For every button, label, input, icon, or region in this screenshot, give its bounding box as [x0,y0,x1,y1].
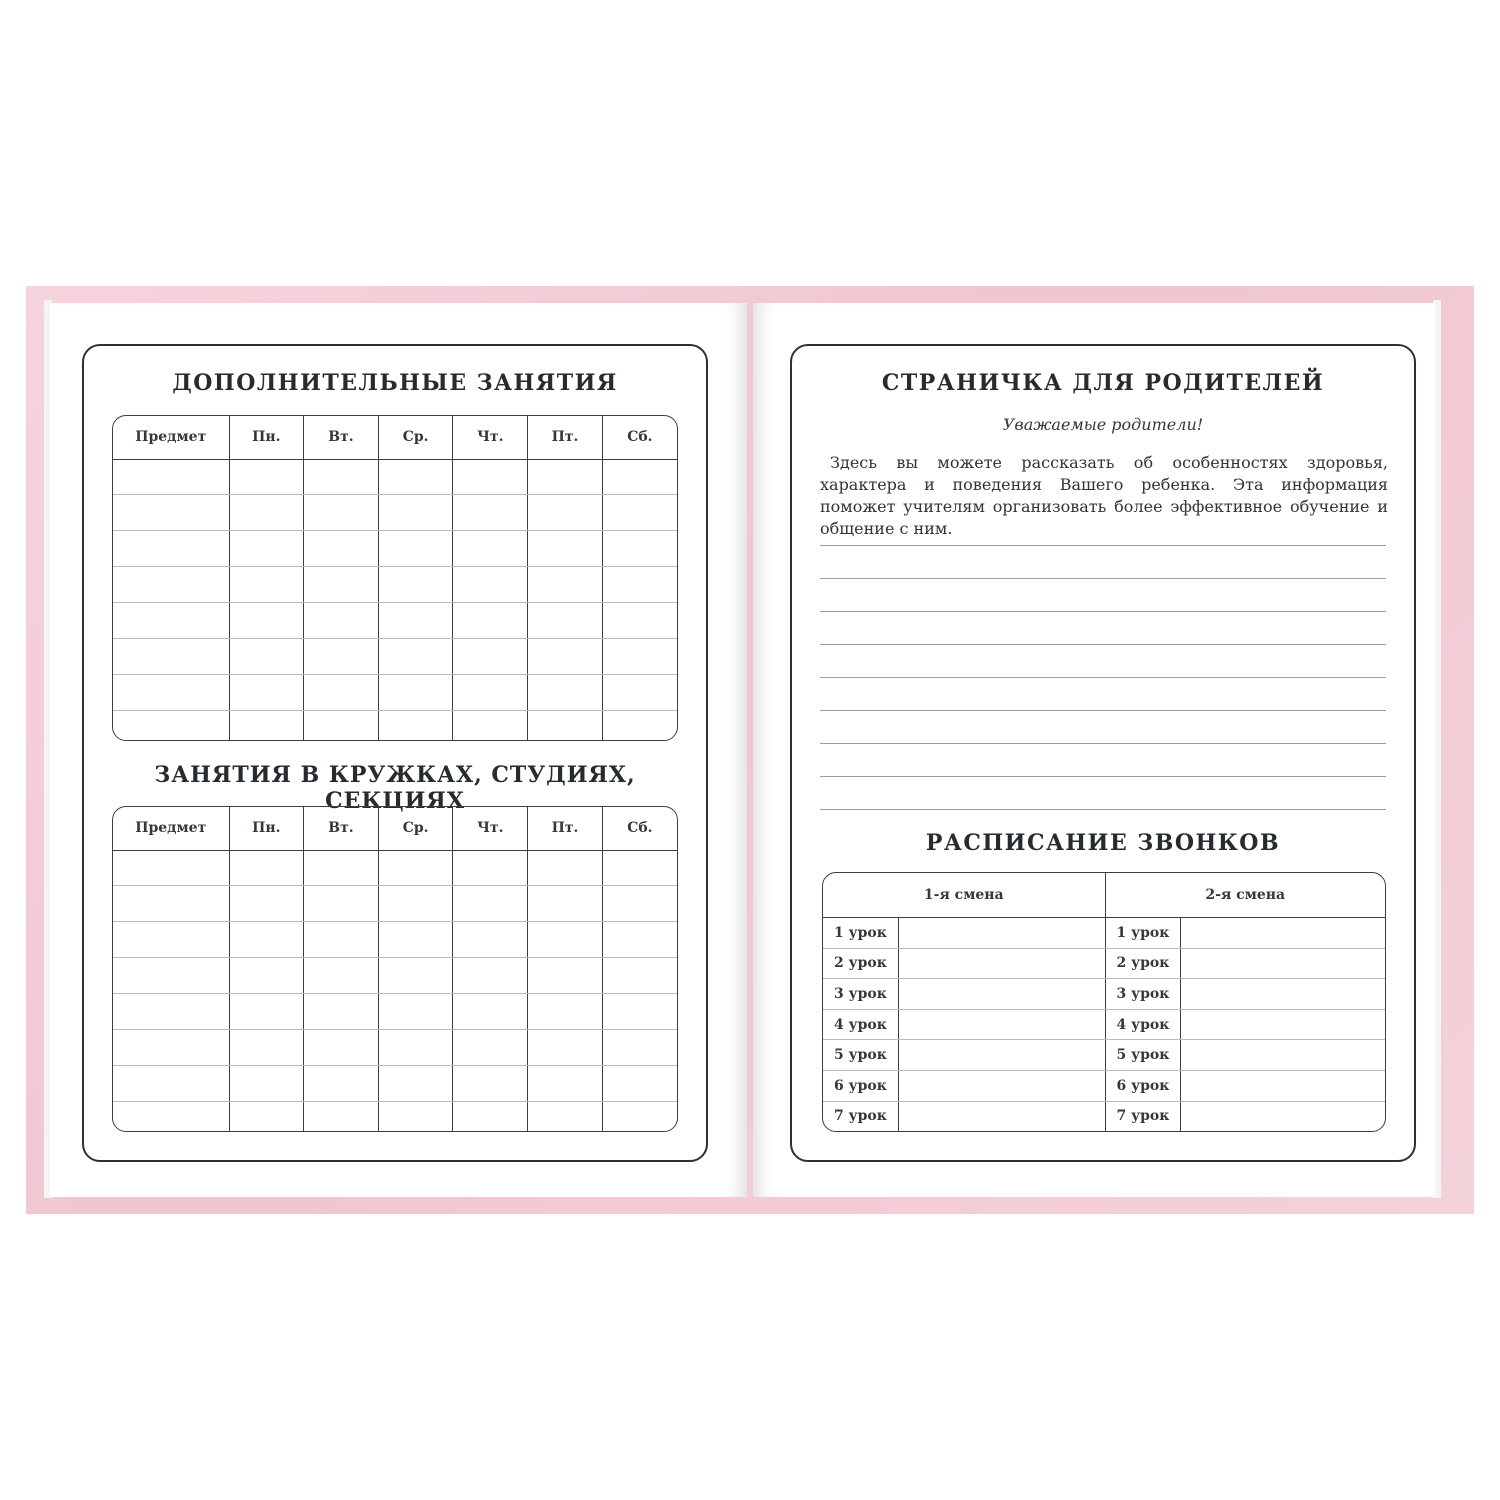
bell-row [823,1071,1385,1102]
table-cell[interactable] [304,1065,379,1101]
table-cell[interactable] [304,531,379,567]
writing-line[interactable] [820,611,1386,612]
lesson-time-cell[interactable] [1180,1009,1385,1040]
table-row [113,886,677,922]
lesson-time-cell[interactable] [1180,979,1385,1010]
table-cell[interactable] [602,1029,677,1065]
table-cell[interactable] [528,710,603,740]
table-cell[interactable] [229,638,304,674]
table-cell[interactable] [602,674,677,710]
table-cell[interactable] [113,958,229,994]
table-cell[interactable] [453,1029,528,1065]
table-cell[interactable] [229,886,304,922]
writing-line[interactable] [820,710,1386,711]
table-cell[interactable] [229,710,304,740]
table-cell[interactable] [453,602,528,638]
table-cell[interactable] [304,1101,379,1131]
lesson-time-cell[interactable] [1180,1071,1385,1102]
table-cell[interactable] [602,958,677,994]
table-cell[interactable] [378,922,453,958]
table-cell[interactable] [304,993,379,1029]
table-cell[interactable] [113,1065,229,1101]
table-cell[interactable] [304,638,379,674]
table-row [113,567,677,603]
lesson-label: 6 урок [823,1071,898,1102]
table-cell[interactable] [378,958,453,994]
table-cell[interactable] [229,1065,304,1101]
lesson-time-cell[interactable] [898,979,1105,1010]
table-cell[interactable] [378,710,453,740]
table-row [113,958,677,994]
table-row [113,1065,677,1101]
table-header-row [113,416,677,459]
table-cell[interactable] [304,710,379,740]
column-header: Пт. [528,807,603,850]
table-cell[interactable] [602,495,677,531]
table-row [113,602,677,638]
lesson-label: 7 урок [1105,1101,1180,1131]
table-cell[interactable] [113,993,229,1029]
writing-line[interactable] [820,776,1386,777]
table-cell[interactable] [602,602,677,638]
table-cell[interactable] [453,886,528,922]
table-cell[interactable] [453,638,528,674]
table-row [113,638,677,674]
table-cell[interactable] [113,886,229,922]
bell-row [823,979,1385,1010]
table-cell[interactable] [229,1101,304,1131]
table-cell[interactable] [229,993,304,1029]
table-cell[interactable] [378,567,453,603]
table-cell[interactable] [453,993,528,1029]
lesson-time-cell[interactable] [1180,1040,1385,1071]
lesson-label: 4 урок [823,1009,898,1040]
table-cell[interactable] [378,850,453,886]
table-cell[interactable] [602,459,677,495]
table-cell[interactable] [113,531,229,567]
column-header: Ср. [378,807,453,850]
table-row [113,1029,677,1065]
table-row [113,531,677,567]
table-cell[interactable] [528,459,603,495]
table-cell[interactable] [113,459,229,495]
table-cell[interactable] [229,567,304,603]
column-header: Предмет [113,807,229,850]
table-cell[interactable] [229,495,304,531]
table-cell[interactable] [528,886,603,922]
table-row [113,850,677,886]
table-row [113,1101,677,1131]
table-cell[interactable] [602,638,677,674]
column-header: Предмет [113,416,229,459]
clubs-table [112,806,678,1132]
table-cell[interactable] [113,710,229,740]
table-cell[interactable] [528,850,603,886]
table-cell[interactable] [378,1029,453,1065]
table-cell[interactable] [229,922,304,958]
lesson-label: 2 урок [823,948,898,979]
column-header: Вт. [304,416,379,459]
table-cell[interactable] [304,602,379,638]
bell-schedule-title: РАСПИСАНИЕ ЗВОНКОВ [925,830,1281,856]
writing-line[interactable] [820,743,1386,744]
lesson-label: 1 урок [1105,918,1180,949]
lesson-label: 6 урок [1105,1071,1180,1102]
table-cell[interactable] [602,886,677,922]
writing-line[interactable] [820,644,1386,645]
shift-1-header: 1-я смена [823,873,1105,918]
lesson-label: 5 урок [823,1040,898,1071]
table-cell[interactable] [113,1029,229,1065]
table-cell[interactable] [602,850,677,886]
greeting-text: Уважаемые родители! [1002,415,1204,434]
column-header: Пн. [229,416,304,459]
table-cell[interactable] [528,674,603,710]
lesson-label: 3 урок [1105,979,1180,1010]
table-cell[interactable] [453,495,528,531]
lesson-label: 3 урок [823,979,898,1010]
column-header: Сб. [602,807,677,850]
table-cell[interactable] [528,602,603,638]
lesson-time-cell[interactable] [898,948,1105,979]
table-cell[interactable] [304,958,379,994]
table-cell[interactable] [113,602,229,638]
table-cell[interactable] [528,567,603,603]
parents-page-title: СТРАНИЧКА ДЛЯ РОДИТЕЛЕЙ [881,370,1325,396]
table-cell[interactable] [113,567,229,603]
table-cell[interactable] [229,1029,304,1065]
table-cell[interactable] [378,531,453,567]
lesson-label: 5 урок [1105,1040,1180,1071]
table-cell[interactable] [602,531,677,567]
table-row [113,459,677,495]
lesson-time-cell[interactable] [898,1071,1105,1102]
bell-row [823,948,1385,979]
lesson-time-cell[interactable] [1180,948,1385,979]
bell-header-row [823,873,1385,918]
shift-2-header: 2-я смена [1105,873,1385,918]
table-cell[interactable] [602,922,677,958]
table-cell[interactable] [528,638,603,674]
table-cell[interactable] [229,602,304,638]
table-row [113,674,677,710]
table-cell[interactable] [229,531,304,567]
bell-row [823,1040,1385,1071]
table-cell[interactable] [528,1065,603,1101]
table-cell[interactable] [113,1101,229,1131]
bell-schedule-table [822,872,1386,1132]
lesson-time-cell[interactable] [1180,918,1385,949]
table-cell[interactable] [378,459,453,495]
table-cell[interactable] [453,922,528,958]
table-cell[interactable] [453,958,528,994]
table-cell[interactable] [378,1065,453,1101]
table-cell[interactable] [113,922,229,958]
table-cell[interactable] [113,638,229,674]
extra-classes-table [112,415,678,741]
table-cell[interactable] [453,531,528,567]
table-cell[interactable] [229,850,304,886]
table-cell[interactable] [378,495,453,531]
table-cell[interactable] [304,459,379,495]
table-cell[interactable] [304,1029,379,1065]
table-cell[interactable] [304,886,379,922]
table-cell[interactable] [378,602,453,638]
table-cell[interactable] [453,567,528,603]
table-cell[interactable] [528,531,603,567]
table-cell[interactable] [453,710,528,740]
column-header: Чт. [453,416,528,459]
bell-row [823,918,1385,949]
table-row [113,922,677,958]
table-cell[interactable] [602,993,677,1029]
table-cell[interactable] [453,1101,528,1131]
table-cell[interactable] [528,1101,603,1131]
table-cell[interactable] [229,958,304,994]
table-cell[interactable] [528,1029,603,1065]
table-row [113,710,677,740]
table-cell[interactable] [378,886,453,922]
table-cell[interactable] [528,922,603,958]
table-cell[interactable] [528,495,603,531]
lesson-label: 2 урок [1105,948,1180,979]
table-cell[interactable] [453,1065,528,1101]
lesson-time-cell[interactable] [1180,1101,1385,1131]
column-header: Ср. [378,416,453,459]
column-header: Пн. [229,807,304,850]
table-cell[interactable] [528,993,603,1029]
table-cell[interactable] [229,674,304,710]
table-cell[interactable] [602,1065,677,1101]
bell-row [823,1101,1385,1131]
lesson-label: 7 урок [823,1101,898,1131]
table-row [113,993,677,1029]
writing-line[interactable] [820,677,1386,678]
column-header: Сб. [602,416,677,459]
extra-classes-title: ДОПОЛНИТЕЛЬНЫЕ ЗАНЯТИЯ [172,370,618,396]
table-cell[interactable] [113,674,229,710]
writing-line[interactable] [820,578,1386,579]
table-cell[interactable] [602,710,677,740]
table-cell[interactable] [453,850,528,886]
table-cell[interactable] [378,638,453,674]
table-header-row [113,807,677,850]
lesson-time-cell[interactable] [898,1101,1105,1131]
table-cell[interactable] [113,850,229,886]
table-cell[interactable] [304,674,379,710]
writing-line[interactable] [820,545,1386,546]
table-cell[interactable] [453,459,528,495]
table-row [113,495,677,531]
lesson-time-cell[interactable] [898,918,1105,949]
writing-line[interactable] [820,809,1386,810]
table-cell[interactable] [378,1101,453,1131]
column-header: Вт. [304,807,379,850]
intro-paragraph: Здесь вы можете рассказать об особенностях здоровья, характера и поведения Вашего ребенка. Эта информация поможет учителям организовать более эффективное обучение и общение с ним. [820,453,1388,538]
lesson-time-cell[interactable] [898,1009,1105,1040]
table-cell[interactable] [378,993,453,1029]
table-cell[interactable] [378,674,453,710]
lesson-label: 1 урок [823,918,898,949]
clubs-title: ЗАНЯТИЯ В КРУЖКАХ, СТУДИЯХ, СЕКЦИЯХ [154,762,636,814]
bell-row [823,1009,1385,1040]
table-cell[interactable] [113,495,229,531]
column-header: Чт. [453,807,528,850]
table-cell[interactable] [304,850,379,886]
column-header: Пт. [528,416,603,459]
table-cell[interactable] [304,567,379,603]
lesson-time-cell[interactable] [898,1040,1105,1071]
table-cell[interactable] [229,459,304,495]
table-cell[interactable] [453,674,528,710]
table-cell[interactable] [304,922,379,958]
table-cell[interactable] [304,495,379,531]
table-cell[interactable] [528,958,603,994]
table-cell[interactable] [602,567,677,603]
lesson-label: 4 урок [1105,1009,1180,1040]
table-cell[interactable] [602,1101,677,1131]
